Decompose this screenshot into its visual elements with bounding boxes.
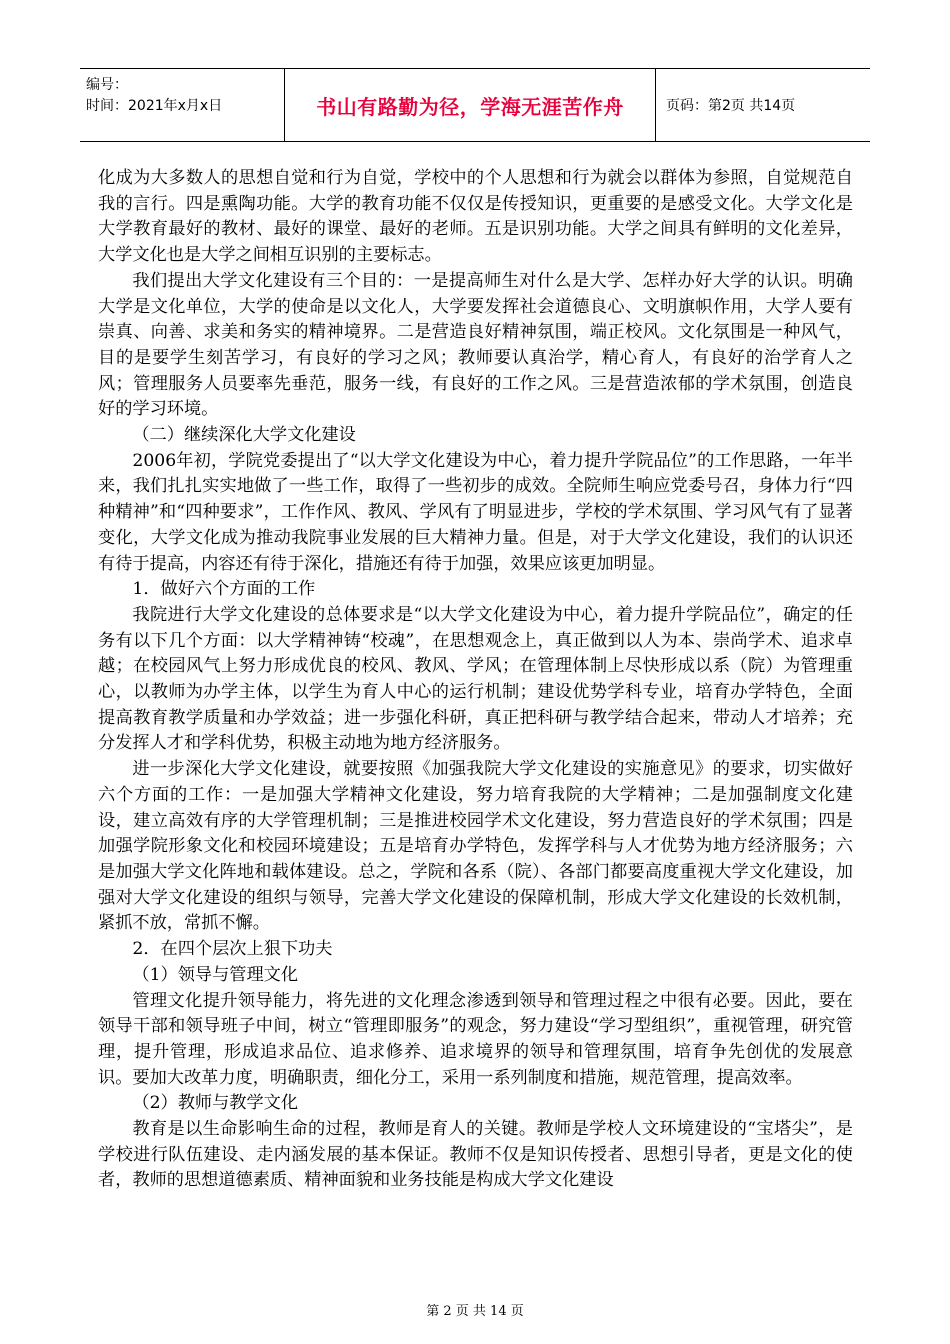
document-body (98, 166, 853, 1194)
section-heading: （二）继续深化大学文化建设 (132, 425, 356, 446)
body-paragraph: 教育是以生命影响生命的过程，教师是育人的关键。教师是学校人文环境建设的“宝塔尖”，是学校进行队伍建设、走内涵发展的基本保证。教师不仅是知识传授者、思想引导者，更是文化的使者，教师的思想道德素质、精神面貌和业务技能是构成大学文化建设 (98, 1119, 853, 1191)
header-meta (80, 69, 285, 141)
header-motto: 书山有路勤为径，学海无涯苦作舟 (285, 69, 656, 141)
page-footer: 第 2 页 共 14 页 (426, 1304, 524, 1319)
subsection-heading: 2．在四个层次上狠下功夫 (132, 939, 333, 960)
body-paragraph: 进一步深化大学文化建设，就要按照《加强我院大学文化建设的实施意见》的要求，切实做好六个方面的工作：一是加强大学精神文化建设，努力培育我院的大学精神；二是加强制度文化建设，建立高效有序的大学管理机制；三是推进校园学术文化建设，努力营造良好的学术氛围；四是加强学院形象文化和校园环境建设；五是培育办学特色，发挥学科与人才优势为地方经济服务；六是加强大学文化阵地和载体建设。总之，学院和各系（院）、各部门都要高度重视大学文化建设，加强对大学文化建设的组织与领导，完善大学文化建设的保障机制，形成大学文化建设的长效机制，紧抓不放，常抓不懈。 (98, 759, 853, 934)
page-header (80, 68, 870, 142)
item-heading: （2）教师与教学文化 (132, 1093, 299, 1114)
body-paragraph: 管理文化提升领导能力，将先进的文化理念渗透到领导和管理过程之中很有必要。因此，要在领导干部和领导班子中间，树立“管理即服务”的观念，努力建设“学习型组织”，重视管理，研究管理，提升管理，形成追求品位、追求修养、追求境界的领导和管理氛围，培育争先创优的发展意识。要加大改革力度，明确职责，细化分工，采用一系列制度和措施，规范管理，提高效率。 (98, 990, 853, 1088)
document-number-label: 编号： (86, 77, 128, 93)
body-paragraph: 我们提出大学文化建设有三个目的：一是提高师生对什么是大学、怎样办好大学的认识。明确大学是文化单位，大学的使命是以文化人，大学要发挥社会道德良心、文明旗帜作用，大学人要有崇真、向善、求美和务实的精神境界。二是营造良好精神氛围，端正校风。文化氛围是一种风气，目的是要学生刻苦学习，有良好的学习之风；教师要认真治学，精心育人，有良好的治学育人之风；管理服务人员要率先垂范，服务一线，有良好的工作之风。三是营造浓郁的学术氛围，创造良好的学习环境。 (98, 270, 853, 420)
header-page-info: 页码：第2页 共14页 (666, 98, 796, 114)
item-heading: （1）领导与管理文化 (132, 964, 299, 985)
body-paragraph: 化成为大多数人的思想自觉和行为自觉，学校中的个人思想和行为就会以群体为参照，自觉规范自我的言行。四是熏陶功能。大学的教育功能不仅仅是传授知识，更重要的是感受文化。大学文化是大学教育最好的教材、最好的课堂、最好的老师。五是识别功能。大学之间具有鲜明的文化差异，大学文化也是大学之间相互识别的主要标志。 (98, 168, 853, 266)
subsection-heading: 1．做好六个方面的工作 (132, 579, 316, 600)
document-time-label: 时间：2021年x月x日 (86, 98, 223, 114)
body-paragraph: 我院进行大学文化建设的总体要求是“以大学文化建设为中心，着力提升学院品位”，确定的任务有以下几个方面：以大学精神铸“校魂”，在思想观念上，真正做到以人为本、崇尚学术、追求卓越；在校园风气上努力形成优良的校风、教风、学风；在管理体制上尽快形成以系（院）为管理重心，以教师为办学主体，以学生为育人中心的运行机制；建设优势学科专业，培育办学特色，全面提高教育教学质量和办学效益；进一步强化科研，真正把科研与教学结合起来，带动人才培养；充分发挥人才和学科优势，积极主动地为地方经济服务。 (98, 604, 853, 754)
body-paragraph: 2006年初，学院党委提出了“以大学文化建设为中心，着力提升学院品位”的工作思路，一年半来，我们扎扎实实地做了一些工作，取得了一些初步的成效。全院师生响应党委号召，身体力行“四种精神”和“四种要求”，工作作风、教风、学风有了明显进步，学校的学术氛围、学习风气有了显著变化，大学文化成为推动我院事业发展的巨大精神力量。但是，对于大学文化建设，我们的认识还有待于提高，内容还有待于深化，措施还有待于加强，效果应该更加明显。 (98, 450, 853, 574)
